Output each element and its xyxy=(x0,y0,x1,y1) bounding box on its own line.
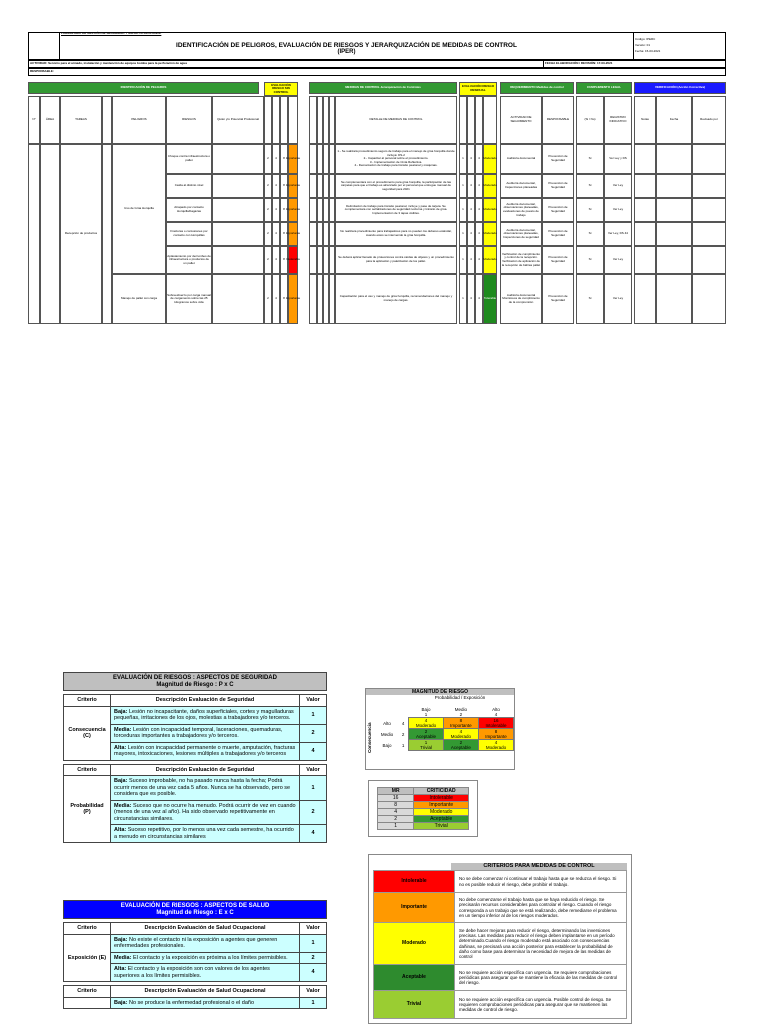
crit-level: Moderado xyxy=(414,809,469,816)
yes-no-cell: Sí xyxy=(576,198,604,222)
risk-cell: Fracturas o contusiones por contacto con Horquillas xyxy=(166,222,212,246)
reviewed-cell xyxy=(692,198,726,222)
risk-cell: Caída al distinto nivel xyxy=(166,174,212,198)
risk-level-cell: Importante xyxy=(288,174,298,198)
res-prob-cell: 1 xyxy=(459,174,467,198)
notes-cell xyxy=(634,144,656,174)
mag-col-value: 4 xyxy=(494,712,498,717)
section-residual: EVALUACIÓN RIESGO RESIDUAL xyxy=(459,82,497,96)
detail-cell: 1.- Se realizará procedimiento seguro de trabajo para el manejo de grúa horquilla donde incluya: DS-2 2.- Capacitar al personal sobre el procedimiento. 3.- Implementación de Cinta Reflectiva. 4.- Demarcación de trabajo para tránsito peatonal y máquinas. xyxy=(335,144,457,174)
cons-cell: 4 xyxy=(272,144,280,174)
activity-cell: Auditoría documental, observaciones planeadas, Inspecciones de seguridad xyxy=(500,222,542,246)
res-level-cell: Moderado xyxy=(483,246,497,274)
mag-cell: 4 Moderado xyxy=(478,740,513,751)
risk-level-cell: Importante xyxy=(288,274,298,324)
cons-cell: 4 xyxy=(272,246,280,274)
col-area: ÁREA xyxy=(40,96,60,144)
crit-level: Intolerable xyxy=(414,795,469,802)
risk-cell: Aplastamiento por derrumbes de infraestructura o productos de un pallet xyxy=(166,246,212,274)
section-identification: IDENTIFICACIÓN DE PELIGROS xyxy=(28,82,259,94)
col-register: REGISTRO INDICATIVO xyxy=(604,96,632,144)
res-prob-cell: 1 xyxy=(459,246,467,274)
doc-version: Versión: 01 xyxy=(635,43,651,47)
risk-level-cell: Importante xyxy=(288,198,298,222)
activity-cell: Auditoría documental, Inspecciones planeadas xyxy=(500,174,542,198)
mr-cell: 8 xyxy=(280,144,288,174)
probability-mid-value: 2 xyxy=(300,800,327,825)
crit-h-mr: MR xyxy=(378,788,414,795)
criteria-label: Aceptable xyxy=(374,965,455,991)
detail-cell: Capacitación para el uso y manejo de grúa horquilla, recomendaciones del manejo y manejo de cargas. xyxy=(335,274,457,324)
mr-cell: 8 xyxy=(280,198,288,222)
res-prob-cell: 1 xyxy=(459,222,467,246)
area-value: Recepción de productos xyxy=(60,144,102,324)
exposure-high-value: 4 xyxy=(300,964,327,982)
notes-cell xyxy=(634,246,656,274)
health-h2-desc: Descripción Evaluación de Salud Ocupacional xyxy=(111,986,300,998)
col-who: Quién y/o Potencial Profesional xyxy=(212,96,264,144)
crit-mr: 16 xyxy=(378,795,414,802)
health-h-desc: Descripción Evaluación de Salud Ocupacional xyxy=(111,923,300,935)
register-cell: Ver Ley y DS xyxy=(604,144,632,174)
criteria-text: No se requiere acción específica con urgencia. Posible control de riesgo. Se requieren comprobaciones periódicas para asegurar que se mantienen las medidas de control de riesgo. xyxy=(455,991,627,1019)
date-cell xyxy=(656,174,692,198)
res-cons-cell: 4 xyxy=(467,246,475,274)
health-evaluation xyxy=(63,900,327,1009)
safety-h-criteria: Criterio xyxy=(64,695,111,707)
prob-cell: 2 xyxy=(264,198,272,222)
exposure-low: Baja: No existe el contacto ni la exposición a agentes que generen enfermedades profesionales. xyxy=(111,934,300,952)
activity-cell: Auditoría documental, observaciones planeadas, evaluaciones de puesto de trabajo xyxy=(500,198,542,222)
mag-cell: 8 Importante xyxy=(478,729,513,740)
control-mark xyxy=(309,274,317,324)
criteria-text: Se debe hacer mejoras para reducir el riesgo, determinando las inversiones precisas. Las medidas para reducir el riesgo deben implantarse en un período determinado.Cuando el riesgo moderado está asociado con consecuencias dañinas, se precisará una acción posterior para establecer la probabilidad de daño como base para determinar la necesidad de mejora de las medidas de control xyxy=(455,923,627,965)
exposure-low-value: 1 xyxy=(300,934,327,952)
crit-level: Trivial xyxy=(414,823,469,830)
probability-mid: Media: Suceso que no ocurre ha menudo. Podrá ocurrir de vez en cuando (menos de una vez al año). Ha sido observado repetitivamente en circunstancias similares. xyxy=(111,800,300,825)
yes-no-cell: Sí xyxy=(576,222,604,246)
responsible-cell: Prevención de Seguridad xyxy=(542,198,574,222)
criteria-label: Trivial xyxy=(374,991,455,1019)
notes-cell xyxy=(634,174,656,198)
res-cons-cell: 4 xyxy=(467,174,475,198)
who-cell xyxy=(212,198,264,222)
register-cell: Ver Ley xyxy=(604,246,632,274)
exposure-mid-value: 2 xyxy=(300,952,327,964)
who-cell xyxy=(212,274,264,324)
control-criteria-title: CRITERIOS PARA MEDIDAS DE CONTROL xyxy=(451,863,627,870)
probability-high-value: 4 xyxy=(300,825,327,843)
res-cons-cell: 4 xyxy=(467,198,475,222)
res-mr-cell: 4 xyxy=(475,246,483,274)
criteria-label: Moderado xyxy=(374,923,455,965)
probability-label: Probabilidad (P) xyxy=(64,776,111,843)
notes-cell xyxy=(634,274,656,324)
section-measures: MEDIDAS DE CONTROL Jerarquización de Controles xyxy=(309,82,457,94)
responsible-row xyxy=(28,68,726,76)
register-cell: Ver Ley xyxy=(604,274,632,324)
control-criteria xyxy=(368,854,632,1024)
res-prob-cell: 1 xyxy=(459,144,467,174)
yes-no-cell: Sí xyxy=(576,274,604,324)
mag-cell: 16 Intolerable xyxy=(478,718,513,729)
date-cell xyxy=(656,274,692,324)
probability-high: Alta: Suceso repetitivo, por lo menos una vez cada semestre, ha ocurrido a menudo en circunstancias similares xyxy=(111,825,300,843)
cons-cell: 4 xyxy=(272,174,280,198)
criticality-table xyxy=(368,780,478,837)
mag-cell: 4 Moderado xyxy=(409,718,444,729)
health-title: EVALUACIÓN DE RIESGOS : ASPECTOS DE SALUD Magnitud de Riesgo : E x C xyxy=(64,901,327,919)
mag-col-value: 2 xyxy=(459,712,463,717)
col-detail: DETALLE DE MEDIDAS DE CONTROL xyxy=(335,96,457,144)
control-mark xyxy=(309,174,317,198)
risk-level-cell: Importante xyxy=(288,144,298,174)
safety-title: EVALUACIÓN DE RIESGOS : ASPECTOS DE SEGURIDAD Magnitud de Riesgo : P x C xyxy=(64,673,327,691)
health-consequence-low: Baja: No se produce la enfermedad profesional o el daño xyxy=(111,997,300,1009)
consequence-mid-value: 2 xyxy=(300,724,327,742)
yes-no-cell: Sí xyxy=(576,174,604,198)
responsible-label: RESPONSABLE: xyxy=(30,69,54,73)
probability-low-value: 1 xyxy=(300,776,327,801)
res-mr-cell: 4 xyxy=(475,198,483,222)
who-cell xyxy=(212,174,264,198)
criteria-text: No se requiere acción específica con urgencia. Se requiere comprobaciones periódicas para asegurar que se mantiene la eficacia de las medidas de control del riesgo. xyxy=(455,965,627,991)
prob-cell: 2 xyxy=(264,222,272,246)
responsible-cell: Prevención de Seguridad xyxy=(542,144,574,174)
col-notes: Notas xyxy=(634,96,656,144)
magnitude-subtitle: Probabilidad / Exposición xyxy=(434,695,486,700)
doc-date: Fecha: 15-03-2021 xyxy=(635,49,661,53)
prob-h-value: Valor xyxy=(300,764,327,776)
crit-level: Importante xyxy=(414,802,469,809)
task-value-2: Manejo de pallet con carga xyxy=(112,274,166,324)
risk-cell: Choque contra infraestructura o pallet xyxy=(166,144,212,174)
magnitude-matrix xyxy=(365,688,515,770)
mag-row-label: Medio xyxy=(380,731,394,737)
res-level-cell: Tolerable xyxy=(483,274,497,324)
page-subtitle: (IPER) xyxy=(337,49,356,55)
yes-no-cell: Sí xyxy=(576,246,604,274)
elaboration-date: FECHA ELABORACIÓN / REVISIÓN: 17-03-2021 xyxy=(545,61,613,65)
mr-cell: 8 xyxy=(280,222,288,246)
register-cell: Ver Ley xyxy=(604,174,632,198)
mag-cell: 4 Moderado xyxy=(443,729,478,740)
detail-cell: Se complementara con el procedimiento para grúa horquilla, la participación de las carpetas para que el trabajo es alcanzado por el personal que entregue manual de seguridad para 2021 xyxy=(335,174,457,198)
exposure-mid: Media: El contacto y la exposición es próxima a los límites permisibles. xyxy=(111,952,300,964)
prob-cell: 2 xyxy=(264,144,272,174)
page-title: IDENTIFICACIÓN DE PELIGROS, EVALUACIÓN DE RIESGOS Y JERARQUIZACIÓN DE MEDIDAS DE CONTROL xyxy=(176,42,517,49)
mag-row-value: 4 xyxy=(401,720,405,726)
prob-h-criteria: Criterio xyxy=(64,764,111,776)
col-date: Fecha xyxy=(656,96,692,144)
mag-cell: 8 Importante xyxy=(443,718,478,729)
mag-cell: 1 Trivial xyxy=(409,740,444,751)
reviewed-cell xyxy=(692,246,726,274)
control-mark xyxy=(309,144,317,174)
magnitude-grid xyxy=(376,707,514,751)
mag-cell: 2 Aceptable xyxy=(443,740,478,751)
mag-row-value: 2 xyxy=(401,731,405,737)
consequence-label: Consecuencia (C) xyxy=(64,706,111,760)
criteria-text: No se debe comenzar ni continuar el trabajo hasta que se reduzca el riesgo. Si no es posible reducir el riesgo, debe prohibir el trabajo. xyxy=(455,871,627,893)
cons-cell: 4 xyxy=(272,198,280,222)
safety-evaluation xyxy=(63,672,327,843)
reviewed-cell xyxy=(692,274,726,324)
who-cell xyxy=(212,246,264,274)
reviewed-cell xyxy=(692,174,726,198)
section-compliance: CUMPLIMIENTO LEGAL xyxy=(576,82,632,94)
who-cell xyxy=(212,144,264,174)
res-mr-cell: 4 xyxy=(475,222,483,246)
safety-h-value: Valor xyxy=(300,695,327,707)
crit-mr: 1 xyxy=(378,823,414,830)
res-prob-cell: 1 xyxy=(459,274,467,324)
mag-col-value: 1 xyxy=(424,712,428,717)
prob-cell: 2 xyxy=(264,274,272,324)
task-value: Uso de Grúa Horquilla xyxy=(112,144,166,274)
col-responsible: RESPONSABLE xyxy=(542,96,574,144)
responsible-cell: Prevención de Seguridad xyxy=(542,174,574,198)
doc-code: Código: IPERC xyxy=(635,37,656,41)
health-h-criteria: Criterio xyxy=(64,923,111,935)
logo-box xyxy=(28,32,60,60)
control-mark xyxy=(309,222,317,246)
crit-mr: 8 xyxy=(378,802,414,809)
prob-cell: 2 xyxy=(264,174,272,198)
prob-h-desc: Descripción Evaluación de Seguridad xyxy=(111,764,300,776)
mag-cell: 2 Aceptable xyxy=(409,729,444,740)
mag-col-label: Alto xyxy=(492,707,500,712)
form-title: FORMULARIO DE GESTIÓN DE SEGURIDAD Y SALUD OCUPACIONAL xyxy=(61,31,162,35)
crit-h-crit: CRITICIDAD xyxy=(414,788,469,795)
consequence-high-value: 4 xyxy=(300,742,327,760)
mag-row-value: 1 xyxy=(401,742,405,748)
reviewed-cell xyxy=(692,222,726,246)
probability-low: Baja: Suceso improbable, no ha pasado nunca hasta la fecha; Podrá ocurrir menos de una vez cada 5 años. Nunca se ha observado, pero se considera que es posible. xyxy=(111,776,300,801)
responsible-cell: Prevención de Seguridad xyxy=(542,222,574,246)
notes-cell xyxy=(634,222,656,246)
responsible-cell: Prevención de Seguridad xyxy=(542,246,574,274)
res-cons-cell: 4 xyxy=(467,274,475,324)
mag-col-label: Medio xyxy=(454,707,468,712)
date-cell xyxy=(656,222,692,246)
risk-level-cell: Intolerable xyxy=(288,246,298,274)
cons-cell: 4 xyxy=(272,274,280,324)
col-activity: ACTIVIDAD DE SEGUIMIENTO xyxy=(500,96,542,144)
health-consequence-low-value: 1 xyxy=(300,997,327,1009)
mr-cell: 8 xyxy=(280,174,288,198)
crit-mr: 4 xyxy=(378,809,414,816)
res-mr-cell: 4 xyxy=(475,174,483,198)
activity-cell: Verificación de cumplimiento y control de la recepción. Verificación de aplicación de la recepción de bahías pallet xyxy=(500,246,542,274)
risk-cell: Sobreesfuerzo por carga manual de cargamento sobre las 25 kilogramos sobre vida xyxy=(166,274,212,324)
res-cons-cell: 4 xyxy=(467,222,475,246)
section-requirement: REQUERIMIENTO Medidas de control xyxy=(500,82,574,94)
control-mark xyxy=(309,246,317,274)
magnitude-side-label: Consecuencia xyxy=(367,722,372,754)
activity-cell: Auditoría documental xyxy=(500,144,542,174)
res-mr-cell: 4 xyxy=(475,274,483,324)
consequence-low-value: 1 xyxy=(300,706,327,724)
safety-h-desc: Descripción Evaluación de Seguridad xyxy=(111,695,300,707)
activity-cell: Auditoría documental Monitoreos de cumplimiento de la comprensión xyxy=(500,274,542,324)
risk-level-cell: Importante xyxy=(288,222,298,246)
register-cell: Ver Ley, DS 44 xyxy=(604,222,632,246)
prob-cell: 2 xyxy=(264,246,272,274)
crit-mr: 2 xyxy=(378,816,414,823)
health-h-value: Valor xyxy=(300,923,327,935)
mag-row-label: Alto xyxy=(383,720,391,726)
criteria-label: Intolerable xyxy=(374,871,455,893)
detail-cell: No realizara procedimiento para trabajadores para no pueden los deberes estándar, cuando estos se intervenido la grúa horquilla. xyxy=(335,222,457,246)
crit-level: Aceptable xyxy=(414,816,469,823)
res-level-cell: Moderado xyxy=(483,198,497,222)
consequence-low: Baja: Lesión no incapacitante, daños superficiales, cortes y magulladuras pequeñas, irritaciones de los ojos, molestias a trabajadores y/o terceros. xyxy=(111,706,300,724)
col-n: N° xyxy=(28,96,40,144)
section-evaluation: EVALUACIÓN RIESGO SIN CONTROL xyxy=(264,82,298,96)
col-yes-no: (Si / No) xyxy=(576,96,604,144)
criteria-label: Importante xyxy=(374,893,455,923)
res-level-cell: Moderado xyxy=(483,174,497,198)
exposure-label: Exposición (E) xyxy=(64,934,111,982)
who-cell xyxy=(212,222,264,246)
consequence-high: Alta: Lesión con incapacidad permanente o muerte, amputación, fracturas mayores, intoxicaciones, lesiones múltiples a trabajadores y/o terceros xyxy=(111,742,300,760)
notes-cell xyxy=(634,198,656,222)
risk-cell: Atrapado por contacto Horquilla/bagazas xyxy=(166,198,212,222)
yes-no-cell: Sí xyxy=(576,144,604,174)
health-h2-criteria: Criterio xyxy=(64,986,111,998)
cons-cell: 4 xyxy=(272,222,280,246)
res-prob-cell: 1 xyxy=(459,198,467,222)
res-level-cell: Moderado xyxy=(483,144,497,174)
exposure-high: Alta: El contacto y la exposición son con valores de los agentes superiores a los límites permisibles. xyxy=(111,964,300,982)
res-mr-cell: 4 xyxy=(475,144,483,174)
res-cons-cell: 4 xyxy=(467,144,475,174)
control-mark xyxy=(309,198,317,222)
col-risks: RIESGOS xyxy=(166,96,212,144)
responsible-cell: Prevención de Seguridad xyxy=(542,274,574,324)
register-cell: Ver Ley xyxy=(604,198,632,222)
date-cell xyxy=(656,198,692,222)
date-cell xyxy=(656,246,692,274)
res-level-cell: Moderado xyxy=(483,222,497,246)
col-hazards: PELIGROS xyxy=(112,96,166,144)
mr-cell: 8 xyxy=(280,274,288,324)
col-reviewed: Revisado por xyxy=(692,96,726,144)
detail-cell: Se deberá aplicar llenado de protecciones contra caídas de objetos y un procedimiento para la aplicación y paletización de los pallet. xyxy=(335,246,457,274)
criteria-text: No debe comenzarse el trabajo hasta que se haya reducido el riesgo. Se precisarán recursos considerables para controlar el riesgo. Cuando el riesgo corresponda a un trabajo que se está realizando, debe remediarse el problema en un tiempo inferior al de los riesgos moderados. xyxy=(455,893,627,923)
detail-cell: Delimitación de trabajo para tránsito peatonal, incluye y pase de tarjeta. Se complementara con señalizaciones de seguridad nocturna y tránsito de grúa. Implementación de 3 tapas visibles. xyxy=(335,198,457,222)
reviewed-cell xyxy=(692,144,726,174)
mag-row-label: Bajo xyxy=(382,742,392,748)
health-h2-value: Valor xyxy=(300,986,327,998)
magnitude-title: MAGNITUD DE RIESGO xyxy=(366,689,514,695)
col-tasks: TAREAS xyxy=(60,96,102,144)
mag-col-label: Bajo xyxy=(421,707,431,712)
consequence-mid: Media: Lesión con incapacidad temporal, laceraciones, quemaduras, torceduras importantes a trabajadores y/o terceros. xyxy=(111,724,300,742)
mr-cell: 8 xyxy=(280,246,288,274)
activity-text: ACTIVIDAD: Servicio para el armado, instalación y mantención de equipos bomba para la perforación de agua xyxy=(30,61,187,65)
section-verification: VERIFICACIÓN (Acción Correctiva) xyxy=(634,82,726,94)
date-cell xyxy=(656,144,692,174)
